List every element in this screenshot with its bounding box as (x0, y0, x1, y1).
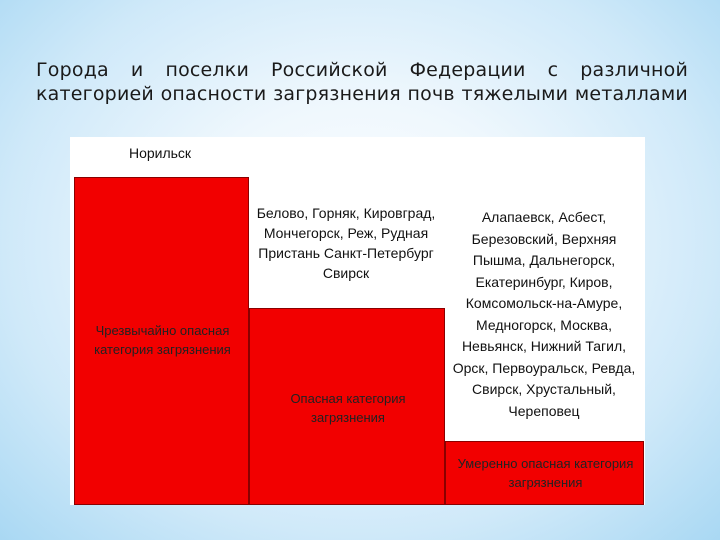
city-line: Свирск, Хрустальный, (472, 381, 616, 397)
label-hazardous-category (250, 389, 446, 427)
city-line: Екатеринбург, Киров, (475, 273, 613, 290)
pollution-category-diagram (70, 137, 645, 505)
city-line: Норильск (128, 145, 192, 161)
bar-moderate-category (445, 441, 644, 505)
slide-title-line-1: Города и поселки Российской Федерации с различной (36, 59, 688, 81)
category-line: категория загрязнения (94, 342, 231, 357)
cities-hazardous-category (251, 203, 441, 283)
city-line: Медногорск, Москва, (476, 316, 612, 333)
city-line: Белово, Горняк, Кировград, (256, 205, 436, 221)
city-line: Пышма, Дальнегорск, (472, 252, 616, 268)
category-line: загрязнения (311, 410, 385, 425)
category-line: загрязнения (508, 475, 583, 490)
category-line: Опасная категория (290, 391, 406, 406)
cities-extreme-category (80, 143, 240, 163)
city-line: Орск, Первоуральск, Ревда, (452, 359, 636, 376)
city-line: Свирск (322, 265, 370, 281)
bar-hazardous-category (249, 308, 445, 505)
slide-title (36, 58, 688, 106)
label-moderate-category (446, 454, 645, 492)
category-line: Умеренно опасная категория (457, 456, 634, 471)
city-line: Пристань Санкт-Петербург (258, 245, 434, 261)
bar-extreme-category (74, 177, 249, 505)
category-line: Чрезвычайно опасная (95, 323, 230, 338)
city-line: Комсомольск-на-Амуре, (465, 295, 623, 311)
city-line: Невьянск, Нижний Тагил, (461, 338, 627, 354)
city-line: Мончегорск, Реж, Рудная (263, 225, 429, 241)
cities-moderate-category (447, 207, 641, 422)
city-line: Алапаевск, Асбест, (481, 209, 607, 225)
city-line: Череповец (508, 402, 580, 419)
label-extreme-category (75, 321, 250, 359)
slide-title-line-2: категорией опасности загрязнения почв тяжелыми металлами (36, 83, 688, 105)
city-line: Березовский, Верхняя (471, 230, 617, 247)
